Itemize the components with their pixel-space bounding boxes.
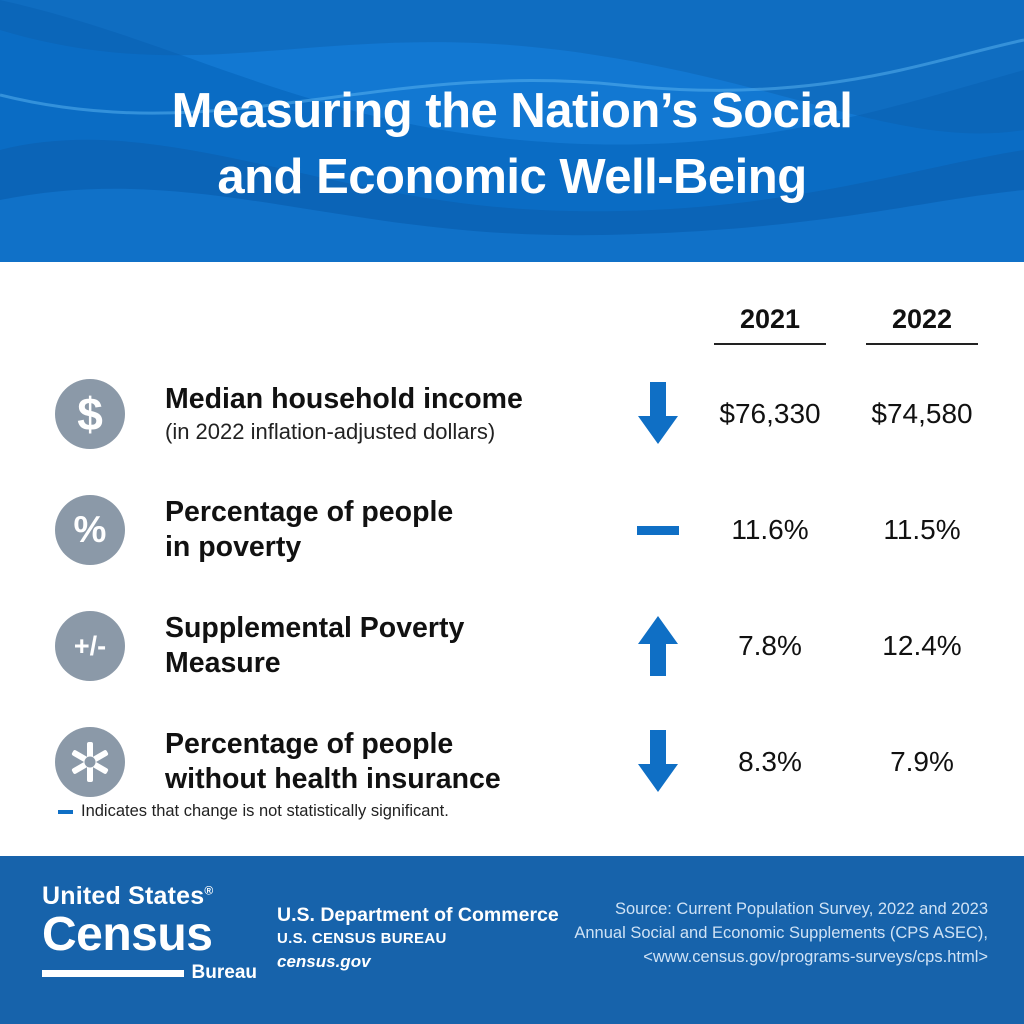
- row-label: [165, 382, 605, 446]
- footer-bar: [0, 856, 1024, 1024]
- row-value-2021: 11.6%: [731, 514, 809, 545]
- table-row: [0, 356, 1024, 472]
- page-title-line-2: and Economic Well-Being: [217, 150, 807, 205]
- footnote-text: Indicates that change is not statistically significant.: [81, 802, 449, 820]
- page-title: [0, 0, 1024, 210]
- dash-flat-icon: [618, 520, 698, 540]
- header-banner: [0, 0, 1024, 262]
- logo-bar: [42, 970, 184, 977]
- data-table: [0, 262, 1024, 856]
- logo-census-word: Census: [42, 908, 213, 961]
- page-title-line-1: Measuring the Nation’s Social: [171, 84, 853, 138]
- table-row: [0, 472, 1024, 588]
- dollar-sign-icon: $: [55, 379, 125, 449]
- dash-flat-icon: [58, 810, 73, 814]
- row-value-2021: 8.3%: [738, 746, 802, 777]
- source-citation: Source: Current Population Survey, 2022 and 2023 Annual Social and Economic Supplements (CPS ASEC), <www.census.gov/programs-surveys/cps.html>: [574, 900, 988, 966]
- row-value-2021: $76,330: [719, 398, 821, 429]
- row-value-2021: 7.8%: [738, 630, 802, 661]
- row-label: [165, 611, 605, 681]
- logo-bureau-word: Bureau: [191, 962, 257, 984]
- arrow-down-icon: [618, 382, 698, 446]
- percent-icon: %: [55, 495, 125, 565]
- table-row: [0, 588, 1024, 704]
- table-rows: [0, 356, 1024, 820]
- row-value-2022: 12.4%: [882, 630, 962, 661]
- row-value-2022: 11.5%: [883, 514, 961, 545]
- health-star-icon: [55, 727, 125, 797]
- logo-united-states: United States®: [42, 882, 214, 910]
- column-header-2021: 2021: [714, 304, 826, 345]
- row-label-main: Supplemental Poverty Measure: [165, 612, 465, 679]
- row-label-sub: (in 2022 inflation-adjusted dollars): [165, 418, 496, 444]
- row-label-main: Percentage of people without health insurance: [165, 728, 501, 795]
- plus-minus-icon: +/-: [55, 611, 125, 681]
- row-value-2022: 7.9%: [890, 746, 954, 777]
- arrow-up-icon: [618, 614, 698, 678]
- arrow-down-icon: [618, 730, 698, 794]
- department-name: U.S. Department of Commerce: [277, 904, 559, 926]
- row-label: [165, 495, 605, 565]
- row-value-2022: $74,580: [871, 398, 973, 429]
- column-header-2022: 2022: [866, 304, 978, 345]
- row-label: [165, 727, 605, 797]
- census-bureau-logo: [42, 884, 257, 984]
- footnote: [58, 802, 449, 821]
- row-label-main: Median household income: [165, 383, 523, 416]
- census-website-link[interactable]: census.gov: [277, 952, 371, 971]
- registered-mark: ®: [204, 883, 214, 898]
- bureau-name: U.S. CENSUS BUREAU: [277, 930, 447, 947]
- row-label-main: Percentage of people in poverty: [165, 496, 454, 563]
- department-block: [277, 904, 559, 972]
